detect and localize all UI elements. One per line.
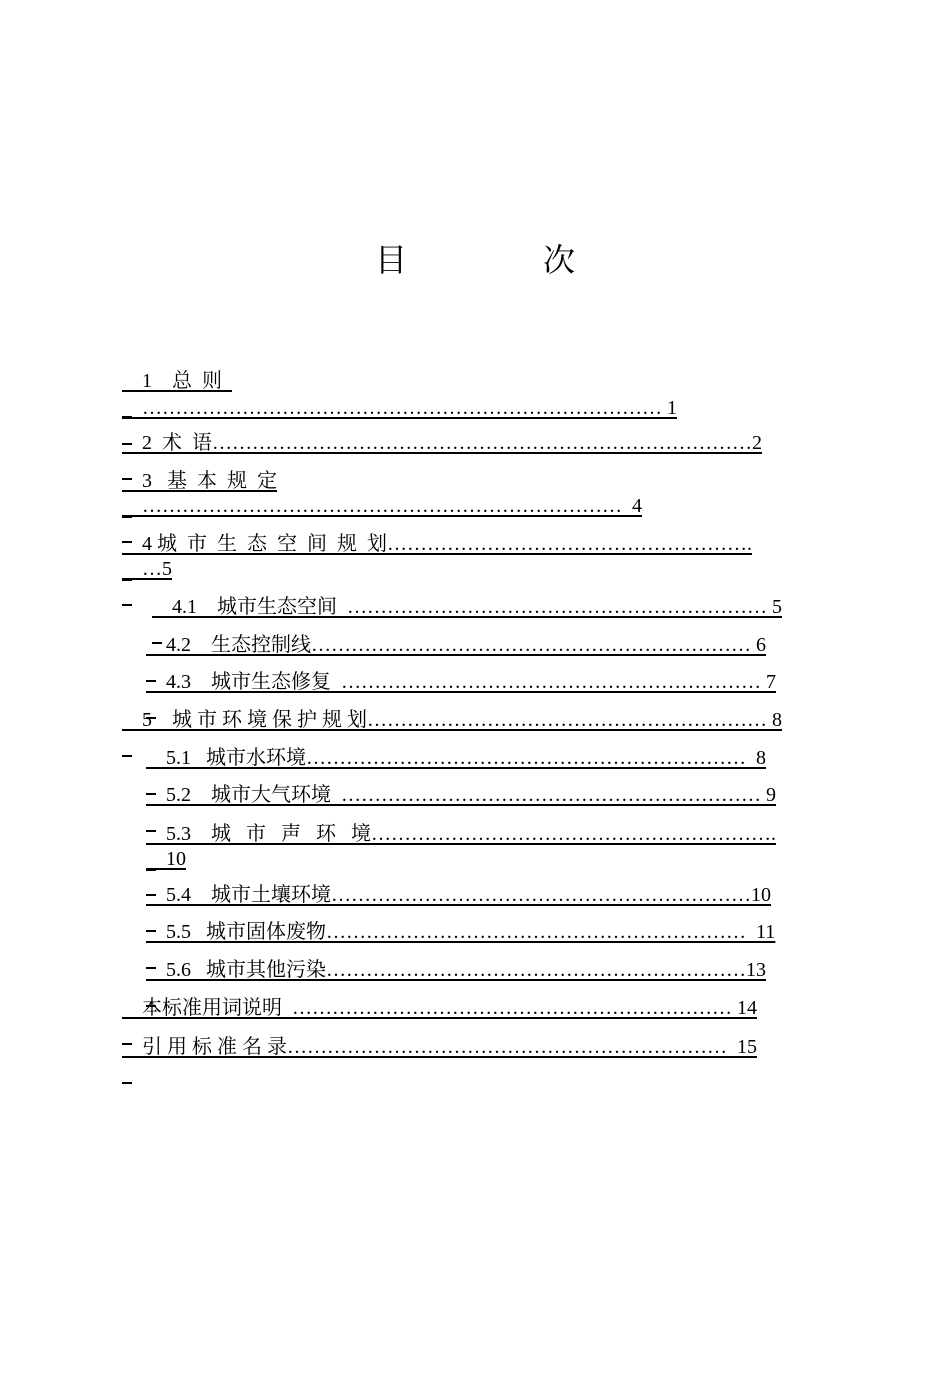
toc-entry-text: 5.1 城市水环境………………………………………………………… 8 [166, 747, 766, 769]
toc-entry-text: 5.2 城市大气环境 ……………………………………………………… 9 [166, 784, 776, 806]
toc-entry-text: 5.5 城市固体废物……………………………………………………… 11 [166, 921, 776, 943]
toc-entry-text: 3 基 本 规 定 [142, 470, 277, 492]
toc-entry-text: 4.2 生态控制线………………………………………………………… 6 [166, 634, 766, 656]
toc-entry-text: 4.3 城市生态修复 ……………………………………………………… 7 [166, 671, 776, 693]
page-title: 目 次 [374, 242, 627, 278]
toc-entry-page-line: …5 [142, 558, 172, 580]
toc-entry-text: 4 城 市 生 态 空 间 规 划………………………………………………. [142, 533, 752, 555]
toc-entry-referenced-standards[interactable] [122, 1008, 757, 1086]
toc-entry-text: 5 城 市 环 境 保 护 规 划…………………………………………………… 8 [142, 709, 782, 731]
toc-entry-page-line: ……………………………………………………………… 4 [142, 495, 642, 517]
toc-entry-text: 1 总 则 [142, 370, 232, 392]
toc-entry-page-line: 10 [166, 848, 186, 870]
toc-entry-text: 5.4 城市土壤环境………………………………………………………10 [166, 884, 771, 906]
toc-entry-text: 2 术 语………………………………………………………………………2 [142, 432, 762, 454]
toc-entry-text: 5.6 城市其他污染………………………………………………………13 [166, 959, 766, 981]
toc-entry-text: 5.3 城 市 声 环 境……………………………………………………. [166, 823, 776, 845]
toc-entry-text: 4.1 城市生态空间 ……………………………………………………… 5 [172, 596, 782, 618]
toc-entry-page-line: …………………………………………………………………… 1 [142, 397, 677, 419]
toc-entry-text: 引 用 标 准 名 录………………………………………………………… 15 [142, 1036, 757, 1058]
toc-entry-text: 本标准用词说明 ………………………………………………………… 14 [142, 997, 757, 1019]
